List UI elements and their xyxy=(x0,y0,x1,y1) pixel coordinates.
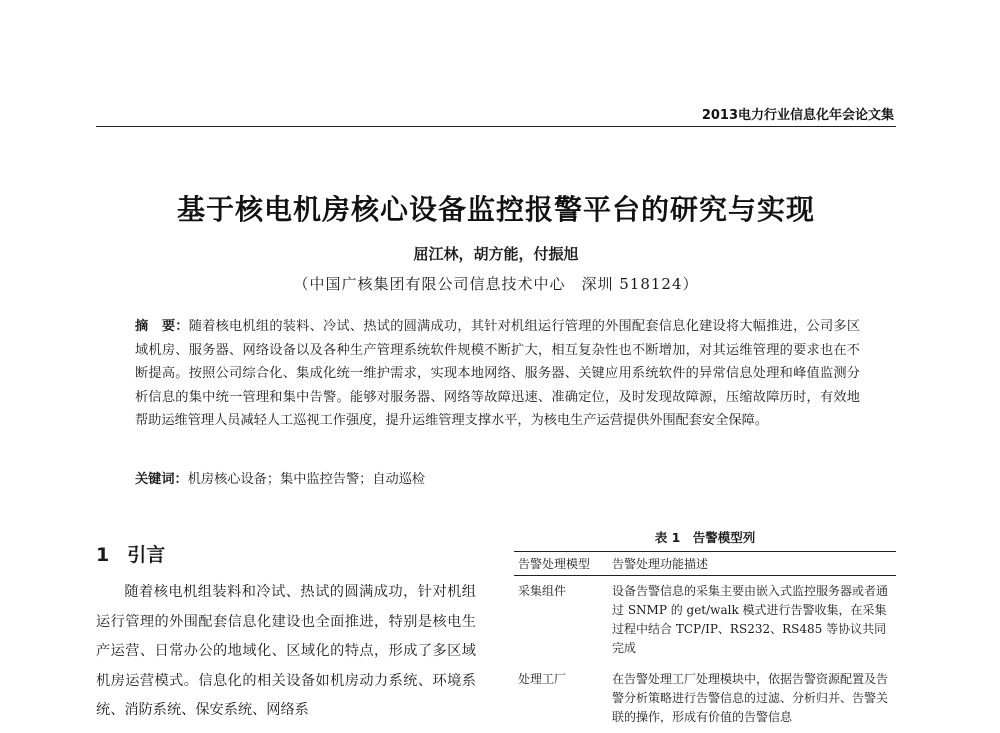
table-row xyxy=(514,664,896,733)
section-number: 1 xyxy=(96,544,110,566)
section-title: 引言 xyxy=(127,544,166,566)
table-cell-description: 在告警处理工厂处理模块中，依据告警资源配置及告警分析策略进行告警信息的过滤、分析归并、告警关联的操作，形成有价值的告警信息 xyxy=(612,672,889,724)
paper-title: 基于核电机房核心设备监控报警平台的研究与实现 xyxy=(176,193,815,226)
table-cell-model: 处理工厂 xyxy=(518,672,567,686)
abstract xyxy=(135,315,860,433)
abstract-text: 随着核电机组的装料、冷试、热试的圆满成功，其针对机组运行管理的外围配套信息化建设将大幅推进，公司多区域机房、服务器、网络设备以及各种生产管理系统软件规模不断扩大，相互复杂性也不断增加，对其运维管理的要求也在不断提高。按照公司综合化、集成化统一维护需求，实现本地网络、服务器、关键应用系统软件的异常信息处理和峰值监测分析信息的集中统一管理和集中告警。能够对服务器、网络等故障迅速、准确定位，及时发现故障源，压缩故障历时，有效地帮助运维管理人员减轻人工巡视工作强度，提升运维管理支撑水平，为核电生产运营提供外围配套安全保障。 xyxy=(135,319,861,428)
table-header-row xyxy=(514,552,896,576)
table-header-cell: 告警处理模型 xyxy=(514,552,608,576)
section-heading xyxy=(96,540,165,567)
header-rule xyxy=(96,126,896,127)
keywords-text: 机房核心设备；集中监控告警；自动巡检 xyxy=(187,472,426,487)
table-cell-model: 采集组件 xyxy=(518,584,567,598)
table-caption: 表 1 告警模型列 xyxy=(654,530,756,545)
abstract-label: 摘 要： xyxy=(135,319,189,334)
alarm-model-table xyxy=(514,551,896,733)
table-cell-description: 设备告警信息的采集主要由嵌入式监控服务器或者通过 SNMP 的 get/walk 模式进行告警收集，在采集过程中结合 TCP/IP、RS232、RS485 等协议共同完成 xyxy=(612,584,889,655)
intro-paragraph: 随着核电机组装料和冷试、热试的圆满成功，针对机组运行管理的外围配套信息化建设也全面推进，特别是核电生产运营、日常办公的地域化、区域化的特点，形成了多区域机房运营模式。信息化的相关设备如机房动力系统、环境系统、消防系统、保安系统、网络系 xyxy=(96,584,476,718)
proceedings-header: 2013电力行业信息化年会论文集 xyxy=(701,108,894,123)
affiliation: （中国广核集团有限公司信息技术中心 深圳 518124） xyxy=(293,275,699,293)
authors: 屈江林，胡方能，付振旭 xyxy=(413,245,579,263)
keywords xyxy=(135,468,860,491)
keywords-label: 关键词： xyxy=(135,472,188,487)
table-row xyxy=(514,576,896,665)
table-header-cell: 告警处理功能描述 xyxy=(608,552,896,576)
